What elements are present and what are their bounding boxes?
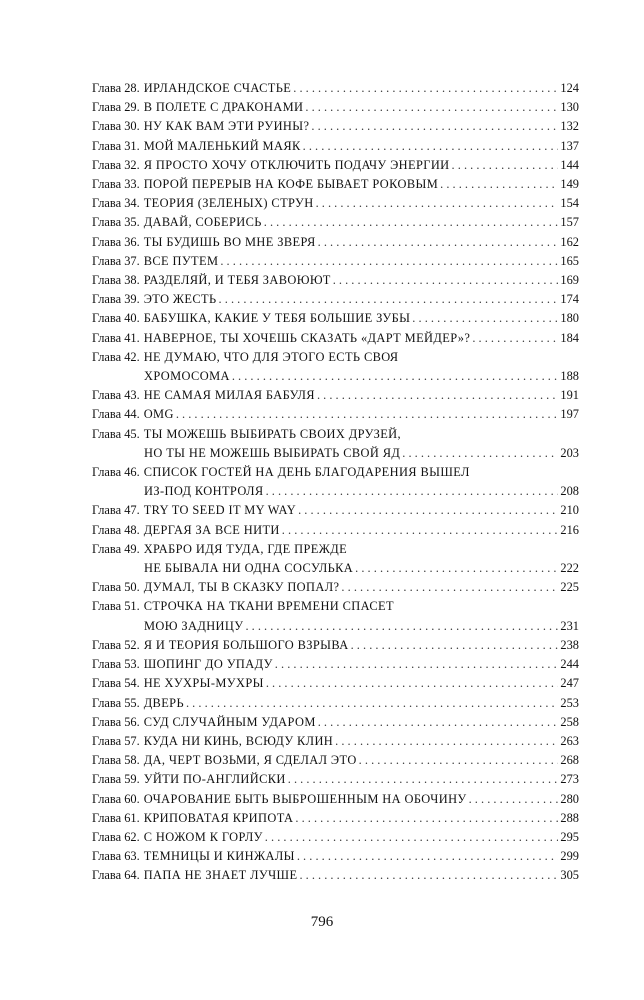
toc-entry-line (92, 213, 579, 232)
toc-entry-line (92, 175, 579, 194)
chapter-label: Глава 51. (92, 599, 140, 614)
chapter-label: Глава 47. (92, 503, 140, 518)
toc-entry-line (92, 732, 579, 751)
toc-entry-continuation (92, 617, 579, 636)
toc-entry (92, 329, 579, 348)
page-ref: 244 (560, 657, 579, 672)
chapter-label: Глава 62. (92, 829, 140, 844)
leader-dots (318, 713, 559, 732)
leader-dots (359, 751, 559, 770)
page-ref: 132 (560, 119, 579, 134)
page-ref: 210 (560, 503, 579, 518)
chapter-title: ПОРОЙ ПЕРЕРЫВ НА КОФЕ БЫВАЕТ РОКОВЫМ (143, 177, 439, 192)
toc-entry (92, 290, 579, 309)
page-ref: 124 (560, 81, 579, 95)
toc-entry-line (92, 233, 579, 252)
toc-entry (92, 213, 579, 232)
chapter-title: ТЕМНИЦЫ И КИНЖАЛЫ (143, 849, 295, 864)
page-ref: 165 (560, 253, 579, 268)
toc-entry-line (92, 501, 579, 520)
page-ref: 273 (560, 772, 579, 787)
chapter-title: ВСЕ ПУТЕМ (143, 253, 219, 268)
chapter-label: Глава 32. (92, 157, 140, 172)
chapter-label: Глава 59. (92, 772, 140, 787)
toc-entry-line (92, 809, 579, 828)
page-ref: 130 (560, 100, 579, 115)
chapter-label: Глава 43. (92, 388, 140, 403)
chapter-title: ДЕРГАЯ ЗА ВСЕ НИТИ (143, 522, 280, 537)
chapter-title: ЭТО ЖЕСТЬ (143, 292, 217, 307)
leader-dots (275, 655, 559, 674)
page-ref: 258 (560, 714, 579, 729)
toc-entry (92, 809, 579, 828)
leader-dots (288, 770, 559, 789)
toc-entry-continuation (92, 444, 579, 463)
chapter-label: Глава 34. (92, 196, 140, 211)
chapter-label: Глава 28. (92, 81, 140, 95)
page-ref: 216 (560, 522, 579, 537)
toc-entry-continuation (92, 367, 579, 386)
toc-entry (92, 463, 579, 501)
leader-dots (351, 636, 559, 655)
toc-entry-continuation (92, 559, 579, 578)
toc-entry-line (92, 751, 579, 770)
chapter-label: Глава 50. (92, 580, 140, 595)
toc-entry (92, 790, 579, 809)
chapter-title: НЕ ХУХРЫ-МУХРЫ (143, 676, 264, 691)
toc-entry-line (92, 252, 579, 271)
toc-entry-line (92, 348, 579, 367)
page-ref: 188 (560, 369, 579, 384)
leader-dots (219, 290, 559, 309)
chapter-title: ХРОМОСОМА (144, 369, 230, 384)
leader-dots (176, 405, 559, 424)
page-ref: 280 (560, 791, 579, 806)
leader-dots (232, 367, 559, 386)
toc-entry-line (92, 828, 579, 847)
chapter-title: ДАВАЙ, СОБЕРИСЬ (143, 215, 262, 230)
leader-dots (316, 194, 559, 213)
chapter-title: УЙТИ ПО-АНГЛИЙСКИ (143, 772, 286, 787)
toc-entry (92, 694, 579, 713)
chapter-title: НАВЕРНОЕ, ТЫ ХОЧЕШЬ СКАЗАТЬ «ДАРТ МЕЙДЕР»? (143, 330, 471, 345)
page-ref: 225 (560, 580, 579, 595)
toc-entry (92, 770, 579, 789)
page-ref: 184 (560, 330, 579, 345)
leader-dots (293, 79, 558, 98)
toc-entry (92, 156, 579, 175)
leader-dots (282, 521, 559, 540)
page-ref: 238 (560, 637, 579, 652)
chapter-label: Глава 60. (92, 791, 140, 806)
page-ref: 154 (560, 196, 579, 211)
toc-entry (92, 866, 579, 885)
toc-entry (92, 732, 579, 751)
leader-dots (317, 386, 558, 405)
toc-entry-line (92, 290, 579, 309)
leader-dots (298, 501, 558, 520)
chapter-title: С НОЖОМ К ГОРЛУ (143, 829, 263, 844)
chapter-label: Глава 53. (92, 657, 140, 672)
toc-entry (92, 578, 579, 597)
page-ref: 144 (560, 157, 579, 172)
toc-entry-line (92, 521, 579, 540)
chapter-label: Глава 54. (92, 676, 140, 691)
toc-entry (92, 98, 579, 117)
leader-dots (305, 98, 558, 117)
page-ref: 247 (560, 676, 579, 691)
chapter-label: Глава 46. (92, 465, 140, 480)
chapter-label: Глава 30. (92, 119, 140, 134)
toc-entry-line (92, 463, 579, 482)
chapter-title: ДА, ЧЕРТ ВОЗЬМИ, Я СДЕЛАЛ ЭТО (143, 753, 357, 768)
toc-entry (92, 79, 579, 98)
table-of-contents (92, 79, 579, 886)
toc-entry (92, 405, 579, 424)
chapter-label: Глава 39. (92, 292, 140, 307)
chapter-title: ИРЛАНДСКОЕ СЧАСТЬЕ (143, 81, 292, 95)
chapter-title: ШОПИНГ ДО УПАДУ (143, 657, 273, 672)
leader-dots (412, 309, 558, 328)
leader-dots (245, 617, 558, 636)
toc-entry-continuation (92, 482, 579, 501)
page-number: 796 (310, 914, 334, 930)
page-ref: 268 (560, 753, 579, 768)
leader-dots (186, 694, 558, 713)
toc-entry-line (92, 790, 579, 809)
toc-entry (92, 674, 579, 693)
leader-dots (341, 578, 558, 597)
chapter-title: ДВЕРЬ (143, 695, 184, 710)
toc-entry (92, 425, 579, 463)
toc-entry (92, 655, 579, 674)
toc-entry-line (92, 386, 579, 405)
page-ref: 305 (560, 868, 579, 883)
toc-entry-line (92, 156, 579, 175)
leader-dots (299, 866, 558, 885)
chapter-label: Глава 31. (92, 138, 140, 153)
toc-entry (92, 713, 579, 732)
toc-entry-line (92, 578, 579, 597)
toc-entry (92, 751, 579, 770)
toc-entry (92, 233, 579, 252)
page-ref: 295 (560, 829, 579, 844)
chapter-label: Глава 41. (92, 330, 140, 345)
toc-entry-line (92, 309, 579, 328)
toc-entry (92, 348, 579, 386)
chapter-label: Глава 56. (92, 714, 140, 729)
chapter-title: НО ТЫ НЕ МОЖЕШЬ ВЫБИРАТЬ СВОЙ ЯД (144, 445, 401, 460)
leader-dots (333, 271, 559, 290)
page-ref: 288 (560, 810, 579, 825)
leader-dots (266, 674, 559, 693)
toc-entry (92, 252, 579, 271)
toc-entry-line (92, 271, 579, 290)
leader-dots (402, 444, 558, 463)
toc-entry (92, 521, 579, 540)
leader-dots (311, 117, 558, 136)
chapter-title: Я И ТЕОРИЯ БОЛЬШОГО ВЗРЫВА (143, 637, 349, 652)
leader-dots (355, 559, 558, 578)
leader-dots (452, 156, 559, 175)
chapter-label: Глава 58. (92, 753, 140, 768)
toc-entry-line (92, 770, 579, 789)
toc-entry (92, 117, 579, 136)
chapter-label: Глава 61. (92, 810, 140, 825)
page-ref: 174 (560, 292, 579, 307)
toc-entry (92, 309, 579, 328)
chapter-title: НУ КАК ВАМ ЭТИ РУИНЫ? (143, 119, 310, 134)
chapter-label: Глава 64. (92, 868, 140, 883)
leader-dots (472, 329, 558, 348)
toc-entry-line (92, 597, 579, 616)
leader-dots (266, 482, 559, 501)
page-ref: 222 (560, 561, 579, 576)
chapter-title: МОЙ МАЛЕНЬКИЙ МАЯК (143, 138, 301, 153)
leader-dots (265, 828, 559, 847)
toc-entry-line (92, 866, 579, 885)
toc-entry-line (92, 405, 579, 424)
chapter-label: Глава 40. (92, 311, 140, 326)
toc-entry (92, 501, 579, 520)
leader-dots (297, 847, 559, 866)
chapter-label: Глава 33. (92, 177, 140, 192)
toc-entry-line (92, 117, 579, 136)
chapter-label: Глава 29. (92, 100, 140, 115)
chapter-label: Глава 57. (92, 733, 140, 748)
toc-entry (92, 386, 579, 405)
chapter-label: Глава 42. (92, 349, 140, 364)
toc-entry-line (92, 137, 579, 156)
toc-entry (92, 271, 579, 290)
chapter-title: Я ПРОСТО ХОЧУ ОТКЛЮЧИТЬ ПОДАЧУ ЭНЕРГИИ (143, 157, 450, 172)
chapter-label: Глава 48. (92, 522, 140, 537)
chapter-label: Глава 36. (92, 234, 140, 249)
page-ref: 191 (560, 388, 579, 403)
chapter-label: Глава 35. (92, 215, 140, 230)
toc-entry (92, 847, 579, 866)
toc-entry-line (92, 79, 579, 98)
toc-entry-line (92, 694, 579, 713)
chapter-label: Глава 37. (92, 253, 140, 268)
toc-entry-line (92, 655, 579, 674)
toc-entry-line (92, 540, 579, 559)
chapter-title: НЕ БЫВАЛА НИ ОДНА СОСУЛЬКА (144, 561, 354, 576)
toc-entry-line (92, 329, 579, 348)
chapter-title: ДУМАЛ, ТЫ В СКАЗКУ ПОПАЛ? (143, 580, 340, 595)
toc-entry-line (92, 674, 579, 693)
page-ref: 263 (560, 733, 579, 748)
chapter-title: СПИСОК ГОСТЕЙ НА ДЕНЬ БЛАГОДАРЕНИЯ ВЫШЕЛ (143, 465, 470, 480)
chapter-title: КРИПОВАТАЯ КРИПОТА (143, 810, 294, 825)
toc-entry (92, 597, 579, 635)
chapter-title: TRY TO SEED IT MY WAY (143, 503, 297, 518)
chapter-label: Глава 38. (92, 273, 140, 288)
chapter-title: МОЮ ЗАДНИЦУ (144, 618, 244, 633)
chapter-title: КУДА НИ КИНЬ, ВСЮДУ КЛИН (143, 733, 334, 748)
leader-dots (220, 252, 558, 271)
toc-entry (92, 636, 579, 655)
chapter-label: Глава 45. (92, 426, 140, 441)
chapter-title: ОЧАРОВАНИЕ БЫТЬ ВЫБРОШЕННЫМ НА ОБОЧИНУ (143, 791, 467, 806)
toc-entry (92, 137, 579, 156)
toc-entry (92, 194, 579, 213)
chapter-title: СУД СЛУЧАЙНЫМ УДАРОМ (143, 714, 316, 729)
chapter-title: ПАПА НЕ ЗНАЕТ ЛУЧШЕ (143, 868, 298, 883)
page-ref: 169 (560, 273, 579, 288)
leader-dots (335, 732, 558, 751)
leader-dots (303, 137, 559, 156)
toc-entry-line (92, 425, 579, 444)
chapter-title: В ПОЛЕТЕ С ДРАКОНАМИ (143, 100, 304, 115)
chapter-label: Глава 55. (92, 695, 140, 710)
page-ref: 157 (560, 215, 579, 230)
page-ref: 180 (560, 311, 579, 326)
chapter-label: Глава 44. (92, 407, 140, 422)
leader-dots (264, 213, 559, 232)
chapter-title: СТРОЧКА НА ТКАНИ ВРЕМЕНИ СПАСЕТ (143, 599, 394, 614)
toc-entry-line (92, 847, 579, 866)
chapter-label: Глава 49. (92, 541, 140, 556)
page-ref: 203 (560, 445, 579, 460)
page-ref: 137 (560, 138, 579, 153)
toc-entry (92, 175, 579, 194)
chapter-title: ТЫ МОЖЕШЬ ВЫБИРАТЬ СВОИХ ДРУЗЕЙ, (143, 426, 402, 441)
toc-entry-line (92, 194, 579, 213)
toc-entry (92, 828, 579, 847)
chapter-title: ХРАБРО ИДЯ ТУДА, ГДЕ ПРЕЖДЕ (143, 541, 348, 556)
chapter-title: РАЗДЕЛЯЙ, И ТЕБЯ ЗАВОЮЮТ (143, 273, 331, 288)
leader-dots (318, 233, 559, 252)
page-ref: 253 (560, 695, 579, 710)
page-ref: 231 (560, 618, 579, 633)
chapter-title: OMG (143, 407, 174, 422)
page-ref: 197 (560, 407, 579, 422)
toc-entry (92, 540, 579, 578)
page-ref: 162 (560, 234, 579, 249)
chapter-title: НЕ САМАЯ МИЛАЯ БАБУЛЯ (143, 388, 315, 403)
page-ref: 149 (560, 177, 579, 192)
leader-dots (440, 175, 558, 194)
chapter-title: НЕ ДУМАЮ, ЧТО ДЛЯ ЭТОГО ЕСТЬ СВОЯ (143, 349, 399, 364)
chapter-title: БАБУШКА, КАКИЕ У ТЕБЯ БОЛЬШИЕ ЗУБЫ (143, 311, 411, 326)
chapter-title: ИЗ-ПОД КОНТРОЛЯ (144, 484, 264, 499)
leader-dots (469, 790, 559, 809)
page-ref: 208 (560, 484, 579, 499)
chapter-label: Глава 63. (92, 849, 140, 864)
chapter-title: ТЕОРИЯ (ЗЕЛЕНЫХ) СТРУН (143, 196, 314, 211)
toc-entry-line (92, 636, 579, 655)
toc-entry-line (92, 713, 579, 732)
toc-entry-line (92, 98, 579, 117)
chapter-title: ТЫ БУДИШЬ ВО МНЕ ЗВЕРЯ (143, 234, 316, 249)
chapter-label: Глава 52. (92, 637, 140, 652)
page-ref: 299 (560, 849, 579, 864)
leader-dots (295, 809, 558, 828)
